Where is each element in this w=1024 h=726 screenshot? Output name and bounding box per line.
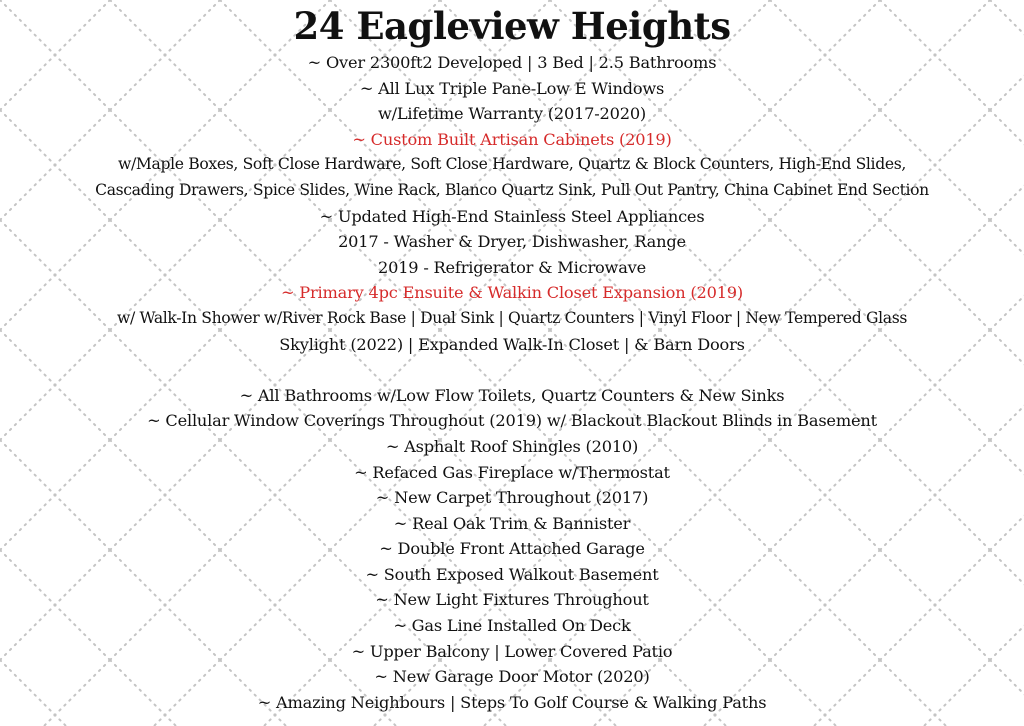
- feature-line: 2019 - Refrigerator & Microwave: [378, 257, 646, 277]
- feature-line: ~ All Lux Triple Pane-Low E Windows: [359, 78, 665, 98]
- feature-line: ~ Refaced Gas Fireplace w/Thermostat: [354, 462, 670, 482]
- feature-line: 2017 - Washer & Dryer, Dishwasher, Range: [338, 232, 686, 252]
- page-title: 24 Eagleview Heights: [293, 4, 731, 48]
- feature-line: w/Lifetime Warranty (2017-2020): [377, 104, 647, 124]
- feature-line: ~ South Exposed Walkout Basement: [365, 564, 659, 584]
- feature-line: ~ Upper Balcony | Lower Covered Patio: [351, 641, 673, 661]
- feature-line: ~ Over 2300ft2 Developed | 3 Bed | 2.5 Bathrooms: [307, 53, 717, 72]
- feature-line: ~ Double Front Attached Garage: [379, 539, 645, 559]
- feature-line: ~ Gas Line Installed On Deck: [393, 616, 631, 636]
- feature-line: ~ Updated High-End Stainless Steel Appliances: [319, 206, 705, 226]
- feature-line: ~ Amazing Neighbours | Steps To Golf Course & Walking Paths: [257, 692, 767, 712]
- feature-heading-cabinets: ~ Custom Built Artisan Cabinets (2019): [352, 129, 672, 149]
- feature-line: ~ Real Oak Trim & Bannister: [393, 513, 631, 533]
- feature-line: Skylight (2022) | Expanded Walk-In Closet | & Barn Doors: [279, 334, 745, 354]
- feature-line: ~ All Bathrooms w/Low Flow Toilets, Quartz Counters & New Sinks: [239, 385, 785, 405]
- feature-line: ~ New Garage Door Motor (2020): [374, 667, 650, 687]
- feature-line: ~ Cellular Window Coverings Throughout (2019) w/ Blackout Blackout Blinds in Basement: [147, 411, 877, 431]
- feature-line: ~ New Carpet Throughout (2017): [375, 488, 649, 508]
- feature-heading-ensuite: ~ Primary 4pc Ensuite & Walkin Closet Expansion (2019): [280, 283, 744, 303]
- feature-line: w/ Walk-In Shower w/River Rock Base | Dual Sink | Quartz Counters | Vinyl Floor | New Tempered Glass: [116, 308, 907, 327]
- feature-line: ~ New Light Fixtures Throughout: [375, 590, 649, 610]
- spacer: [0, 357, 1024, 383]
- feature-line: Cascading Drawers, Spice Slides, Wine Rack, Blanco Quartz Sink, Pull Out Pantry, China Cabinet End Section: [95, 180, 929, 199]
- feature-list: [0, 50, 1024, 715]
- feature-line: ~ Asphalt Roof Shingles (2010): [385, 436, 639, 456]
- feature-line: w/Maple Boxes, Soft Close Hardware, Soft Close Hardware, Quartz & Block Counters, High-End Slides,: [118, 155, 906, 174]
